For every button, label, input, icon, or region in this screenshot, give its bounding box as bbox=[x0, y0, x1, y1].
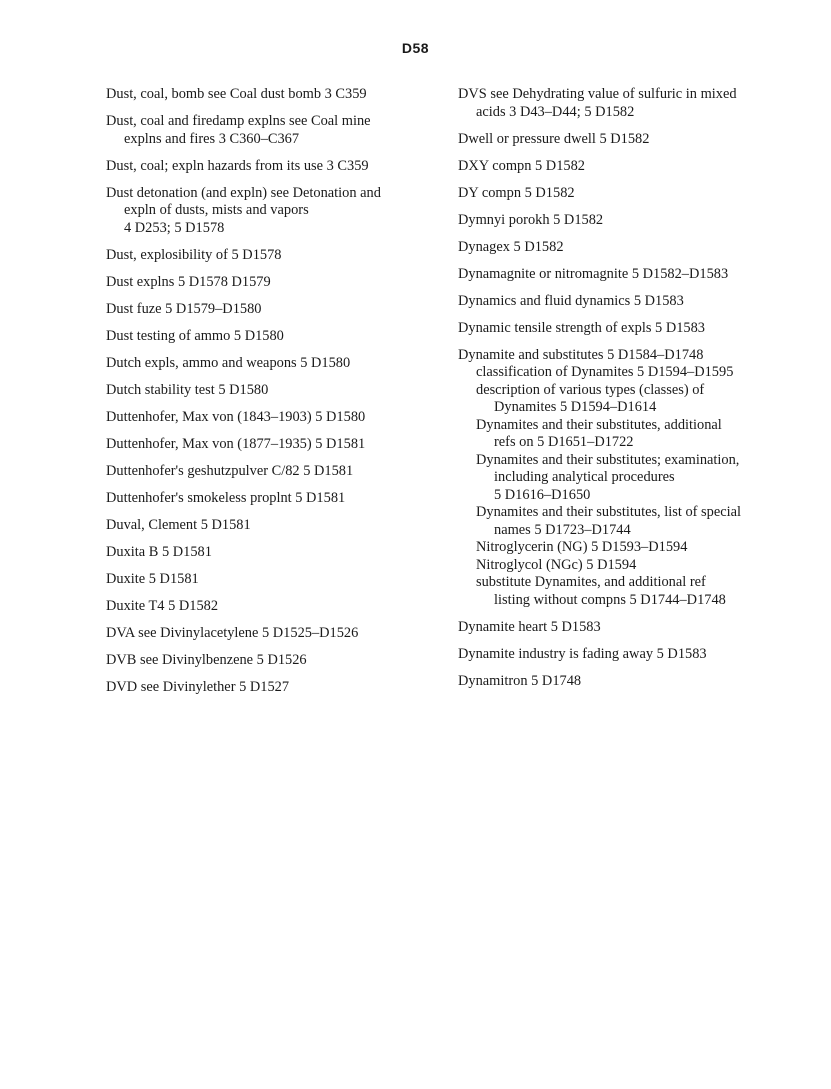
index-entry-heading: DVA see Divinylacetylene 5 D1525–D1526 bbox=[106, 624, 359, 641]
index-entry bbox=[106, 328, 426, 346]
index-entry bbox=[458, 239, 778, 257]
index-entry bbox=[106, 463, 426, 481]
index-entry-subline: listing without compns 5 D1744–D1748 bbox=[494, 591, 726, 608]
index-entry bbox=[458, 212, 778, 230]
index-entry bbox=[106, 86, 426, 104]
index-entry-heading: Duxite T4 5 D1582 bbox=[106, 597, 219, 614]
index-entry bbox=[106, 274, 426, 292]
index-entry bbox=[106, 355, 426, 373]
index-entry-subline: Nitroglycol (NGc) 5 D1594 bbox=[476, 556, 637, 573]
index-entry-subline: Dynamites and their substitutes; examination, bbox=[476, 451, 740, 468]
index-entry-heading: Duttenhofer's smokeless proplnt 5 D1581 bbox=[106, 489, 346, 506]
index-entry-heading: DVB see Divinylbenzene 5 D1526 bbox=[106, 651, 307, 668]
index-entry-heading: Duttenhofer, Max von (1843–1903) 5 D1580 bbox=[106, 408, 366, 425]
index-entry bbox=[106, 382, 426, 400]
index-entry-heading: Dynamitron 5 D1748 bbox=[458, 672, 582, 689]
index-entry bbox=[106, 158, 426, 176]
index-entry bbox=[458, 646, 778, 664]
index-entry bbox=[106, 490, 426, 508]
index-entry-subline: refs on 5 D1651–D1722 bbox=[494, 434, 634, 450]
index-entry bbox=[106, 185, 426, 238]
index-entry-subline: explns and fires 3 C360–C367 bbox=[124, 130, 300, 147]
index-entry-subline: 4 D253; 5 D1578 bbox=[124, 219, 225, 236]
index-entry-heading: Dynamite and substitutes 5 D1584–D1748 bbox=[458, 346, 704, 363]
index-column-left bbox=[106, 86, 426, 706]
index-entry bbox=[106, 598, 426, 616]
index-entry-subline: substitute Dynamites, and additional ref bbox=[476, 574, 706, 590]
page-header bbox=[0, 40, 831, 56]
index-entry bbox=[106, 544, 426, 562]
index-entry-heading: Duttenhofer, Max von (1877–1935) 5 D1581 bbox=[106, 435, 366, 452]
index-entry-heading: Duxita B 5 D1581 bbox=[106, 543, 212, 560]
index-entry bbox=[458, 673, 778, 691]
index-entry-heading: DXY compn 5 D1582 bbox=[458, 157, 585, 174]
index-entry-heading: Dynagex 5 D1582 bbox=[458, 238, 564, 255]
index-entry-subline: Dynamites and their substitutes, list of special bbox=[476, 504, 741, 520]
index-entry bbox=[106, 436, 426, 454]
index-entry-heading: Duval, Clement 5 D1581 bbox=[106, 516, 251, 533]
index-entry-heading: Dutch stability test 5 D1580 bbox=[106, 381, 269, 398]
index-entry bbox=[106, 625, 426, 643]
index-entry bbox=[458, 347, 778, 610]
index-entry-heading: DVS see Dehydrating value of sulfuric in mixed bbox=[458, 86, 737, 102]
index-entry-heading: DY compn 5 D1582 bbox=[458, 184, 575, 201]
index-entry bbox=[106, 571, 426, 589]
index-entry-heading: Dust detonation (and expln) see Detonation and bbox=[106, 184, 381, 201]
index-entry-heading: Dust, coal; expln hazards from its use 3 C359 bbox=[106, 157, 369, 174]
index-entry bbox=[106, 247, 426, 265]
index-entry bbox=[458, 158, 778, 176]
index-entry-heading: Duttenhofer's geshutzpulver C/82 5 D1581 bbox=[106, 462, 354, 479]
index-entry bbox=[106, 517, 426, 535]
index-entry-heading: Dynamite industry is fading away 5 D1583 bbox=[458, 645, 707, 662]
index-entry-heading: Dymnyi porokh 5 D1582 bbox=[458, 211, 604, 228]
index-entry-heading: Dust, coal and firedamp explns see Coal mine bbox=[106, 113, 371, 129]
index-entry bbox=[458, 86, 778, 121]
index-entry-heading: Dust fuze 5 D1579–D1580 bbox=[106, 300, 262, 317]
index-entry-heading: Dutch expls, ammo and weapons 5 D1580 bbox=[106, 354, 351, 371]
index-entry-heading: Dynamic tensile strength of expls 5 D1583 bbox=[458, 319, 705, 336]
index-entry bbox=[458, 185, 778, 203]
index-entry-heading: Dust explns 5 D1578 D1579 bbox=[106, 273, 271, 290]
index-entry-heading: Dust, coal, bomb see Coal dust bomb 3 C359 bbox=[106, 86, 367, 102]
index-entry bbox=[106, 409, 426, 427]
index-entry-subline: including analytical procedures bbox=[494, 469, 675, 485]
index-entry bbox=[458, 619, 778, 637]
index-entry bbox=[106, 113, 426, 148]
index-entry bbox=[458, 293, 778, 311]
index-entry bbox=[106, 679, 426, 697]
index-entry-heading: Dynamite heart 5 D1583 bbox=[458, 618, 601, 635]
index-entry bbox=[106, 301, 426, 319]
index-entry-heading: DVD see Divinylether 5 D1527 bbox=[106, 678, 290, 695]
page-number: D58 bbox=[401, 40, 430, 56]
index-entry-heading: Dynamagnite or nitromagnite 5 D1582–D1583 bbox=[458, 265, 729, 282]
index-entry-heading: Dwell or pressure dwell 5 D1582 bbox=[458, 130, 650, 147]
index-entry-subline: classification of Dynamites 5 D1594–D1595 bbox=[476, 364, 734, 380]
index-entry-subline: expln of dusts, mists and vapors bbox=[124, 202, 309, 218]
index-entry-subline: Dynamites and their substitutes, additional bbox=[476, 416, 722, 433]
index-entry-subline: Nitroglycerin (NG) 5 D1593–D1594 bbox=[476, 539, 688, 555]
index-column-right bbox=[458, 86, 778, 700]
index-entry-heading: Dust, explosibility of 5 D1578 bbox=[106, 246, 282, 263]
index-entry-heading: Dynamics and fluid dynamics 5 D1583 bbox=[458, 292, 684, 309]
index-entry bbox=[458, 266, 778, 284]
index-entry-heading: Dust testing of ammo 5 D1580 bbox=[106, 327, 284, 344]
index-entry bbox=[458, 131, 778, 149]
index-entry-subline: acids 3 D43–D44; 5 D1582 bbox=[476, 103, 635, 120]
index-entry-heading: Duxite 5 D1581 bbox=[106, 570, 199, 587]
index-entry-subline: 5 D1616–D1650 bbox=[494, 486, 591, 503]
index-entry-subline: Dynamites 5 D1594–D1614 bbox=[494, 399, 657, 415]
index-entry bbox=[106, 652, 426, 670]
index-entry-subline: description of various types (classes) of bbox=[476, 381, 705, 398]
index-entry-subline: names 5 D1723–D1744 bbox=[494, 521, 631, 538]
index-entry bbox=[458, 320, 778, 338]
